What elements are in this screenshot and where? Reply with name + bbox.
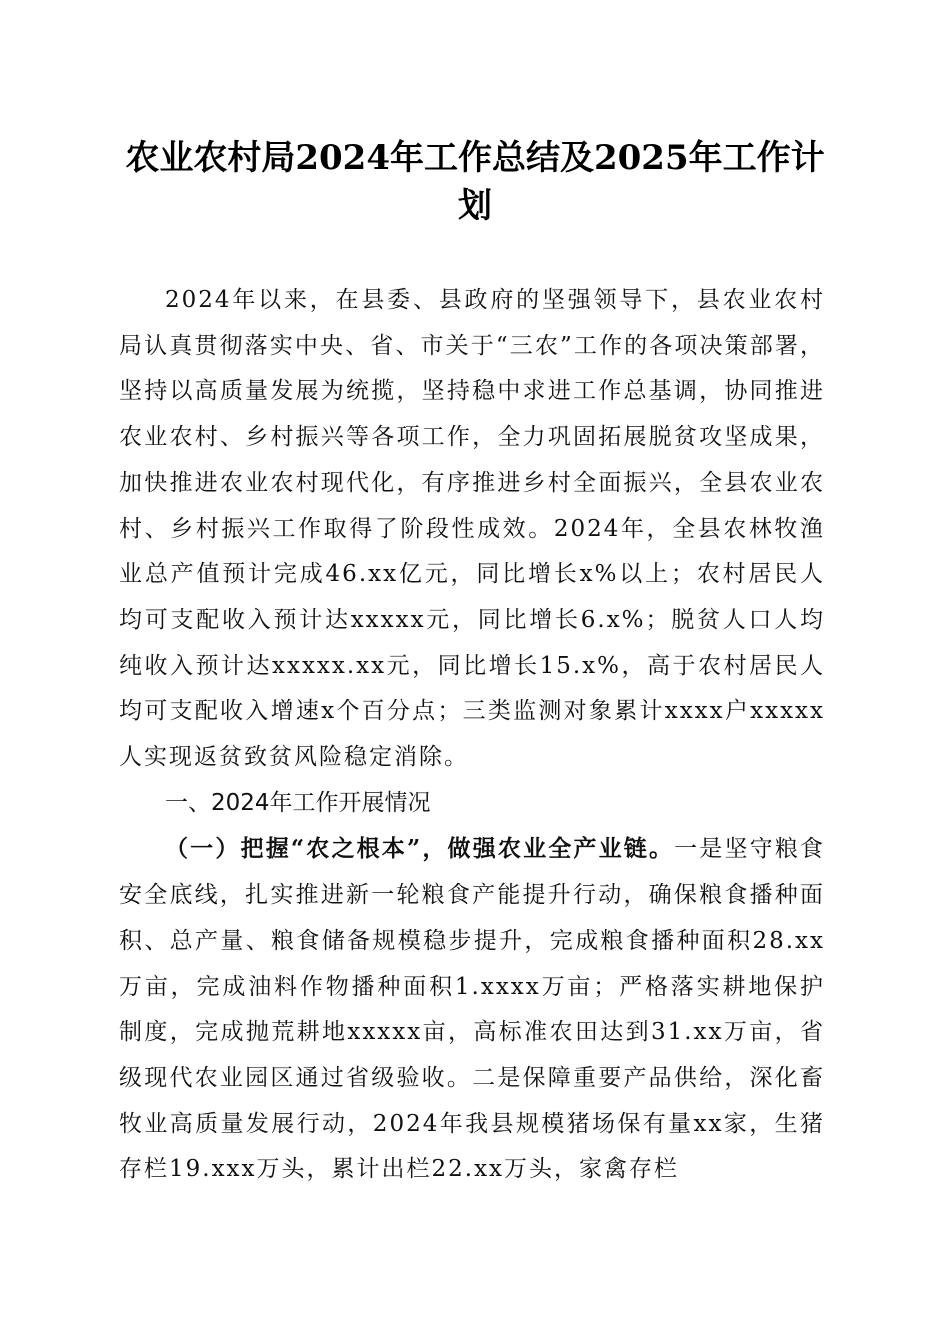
subsection-lead: （一）把握“农之根本”，做强农业全产业链。	[165, 835, 675, 863]
section-heading: 一、2024年工作开展情况	[165, 789, 431, 816]
document-title: 农业农村局2024年工作总结及2025年工作计划	[125, 138, 825, 226]
subsection-text: 一是坚守粮食安全底线，扎实推进新一轮粮食产能提升行动，确保粮食播种面积、总产量、粮食储备规模稳步提升，完成粮食播种面积28.xx万亩，完成油料作物播种面积1.xxxx万亩；严格落实耕地保护制度，完成抛荒耕地xxxxx亩，高标准农田达到31.xx万亩，省级现代农业园区通过省级验收。二是保障重要产品供给，深化畜牧业高质量发展行动，2024年我县规模猪场保有量xx家，生猪存栏19.xxx万头，累计出栏22.xx万头，家禽存栏	[119, 836, 825, 1183]
subsection-paragraph	[119, 826, 825, 1193]
intro-paragraph: 2024年以来，在县委、县政府的坚强领导下，县农业农村局认真贯彻落实中央、省、市关于“三农”工作的各项决策部署，坚持以高质量发展为统揽，坚持稳中求进工作总基调，协同推进农业农村、乡村振兴等各项工作，全力巩固拓展脱贫攻坚成果，加快推进农业农村现代化，有序推进乡村全面振兴，全县农业农村、乡村振兴工作取得了阶段性成效。2024年，全县农林牧渔业总产值预计完成46.xx亿元，同比增长x%以上；农村居民人均可支配收入预计达xxxxx元，同比增长6.x%；脱贫人口人均纯收入预计达xxxxx.xx元，同比增长15.x%，高于农村居民人均可支配收入增速x个百分点；三类监测对象累计xxxx户xxxxx人实现返贫致贫风险稳定消除。	[119, 287, 825, 771]
document-body	[119, 278, 825, 1193]
